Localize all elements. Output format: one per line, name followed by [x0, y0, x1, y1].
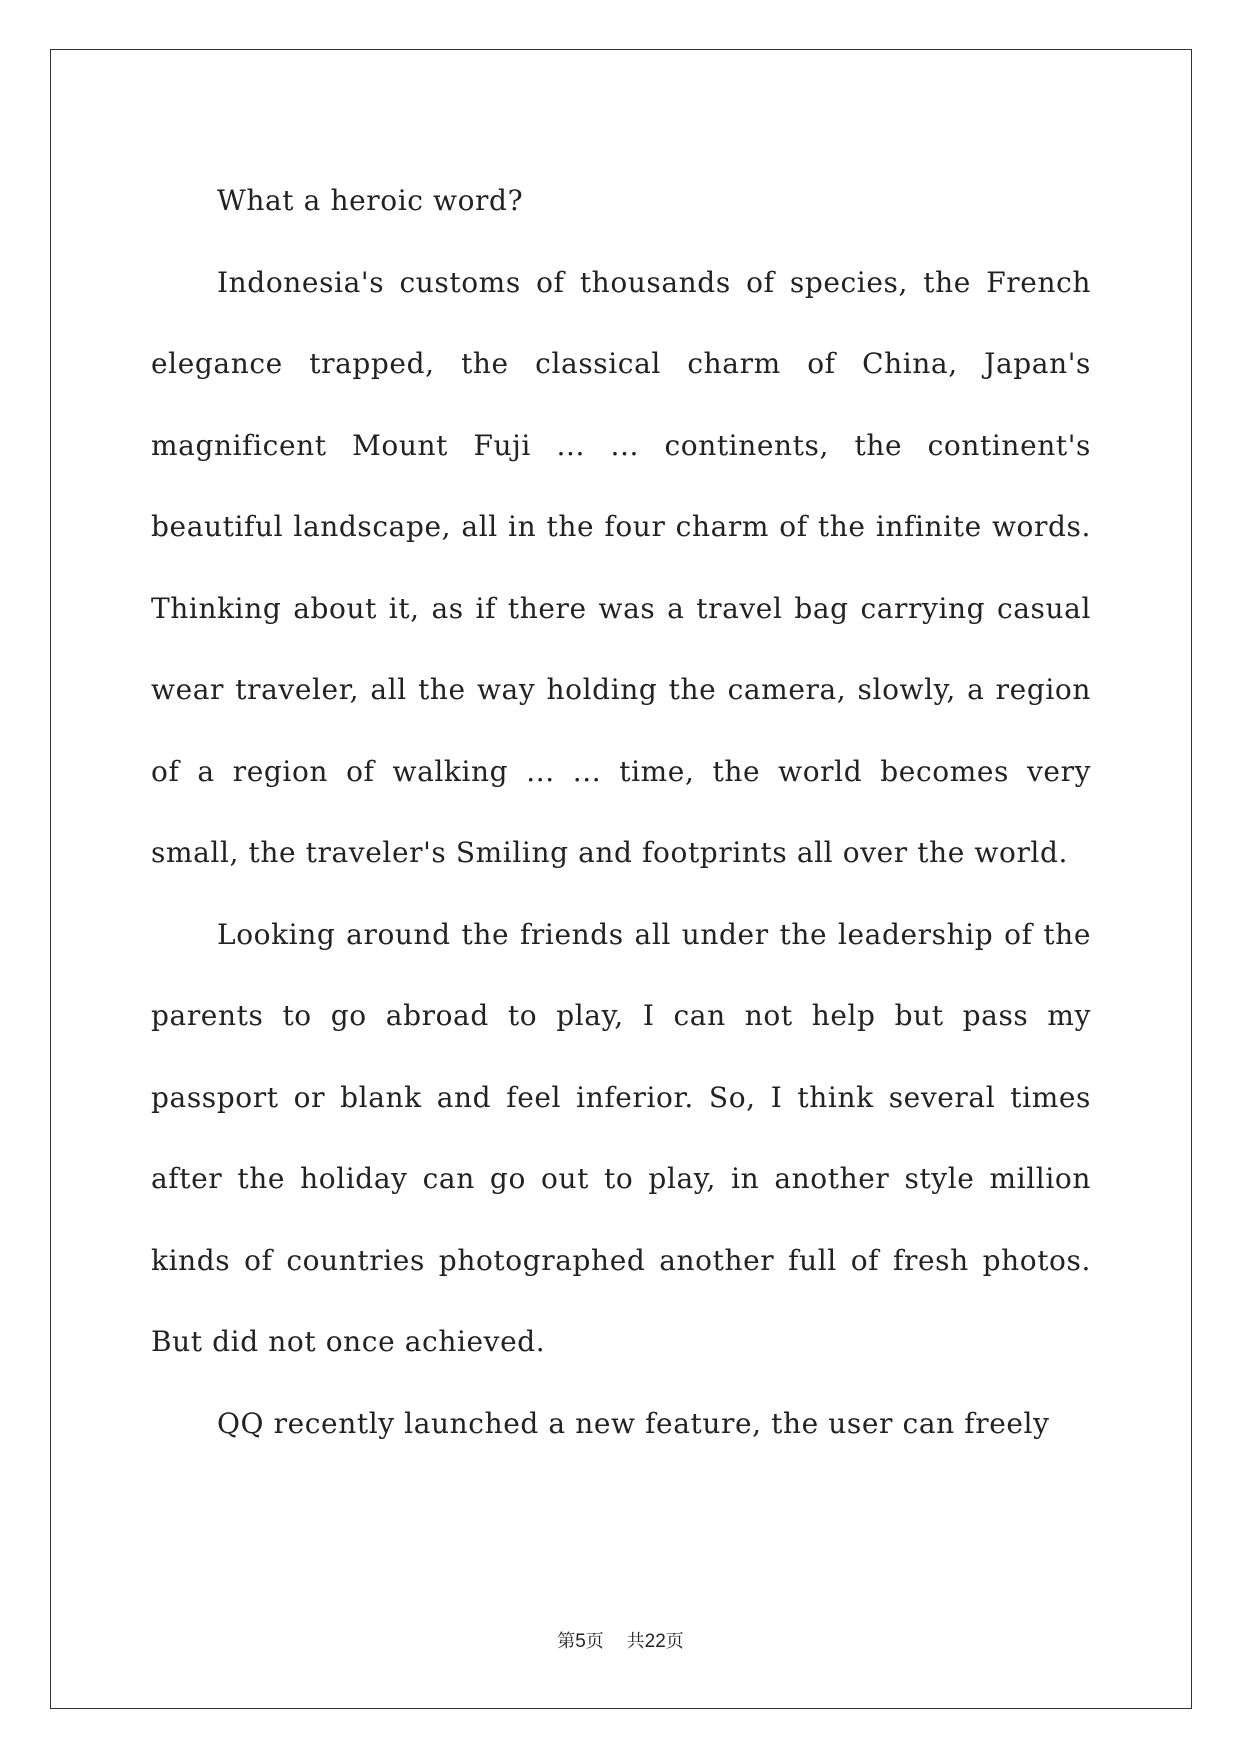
footer-prefix: 第	[557, 1631, 576, 1652]
paragraph-1: What a heroic word?	[217, 184, 524, 217]
paragraph-4: QQ recently launched a new feature, the user can freely	[217, 1406, 1050, 1440]
total-pages-number: 22	[644, 1631, 666, 1652]
footer-total-label: 页	[665, 1631, 684, 1652]
paragraph-2: Indonesia's customs of thousands of species, the French elegance trapped, the classical charm of China, Japan's magnificent Mount Fuji ... ... continents, the continent's beautiful landscape, all in the four charm of the infinite words. Thinking about it, as if there was a travel bag carrying casual wear traveler, all the way holding the camera, slowly, a region of a region of walking ... ... time, the world becomes very small, the traveler's Smiling and footprints all over the world.	[151, 265, 1091, 869]
footer-page-label: 页	[585, 1631, 604, 1652]
paragraph-3: Looking around the friends all under the leadership of the parents to go abroad to play, I can not help but pass my passport or blank and feel inferior. So, I think several times after the holiday can go out to play, in another style million kinds of countries photographed another full of fresh photos. But did not once achieved.	[151, 917, 1091, 1358]
page-footer	[0, 1627, 1241, 1653]
footer-total-prefix: 共	[626, 1631, 645, 1652]
document-body	[151, 160, 1091, 1464]
current-page-number: 5	[575, 1631, 586, 1652]
